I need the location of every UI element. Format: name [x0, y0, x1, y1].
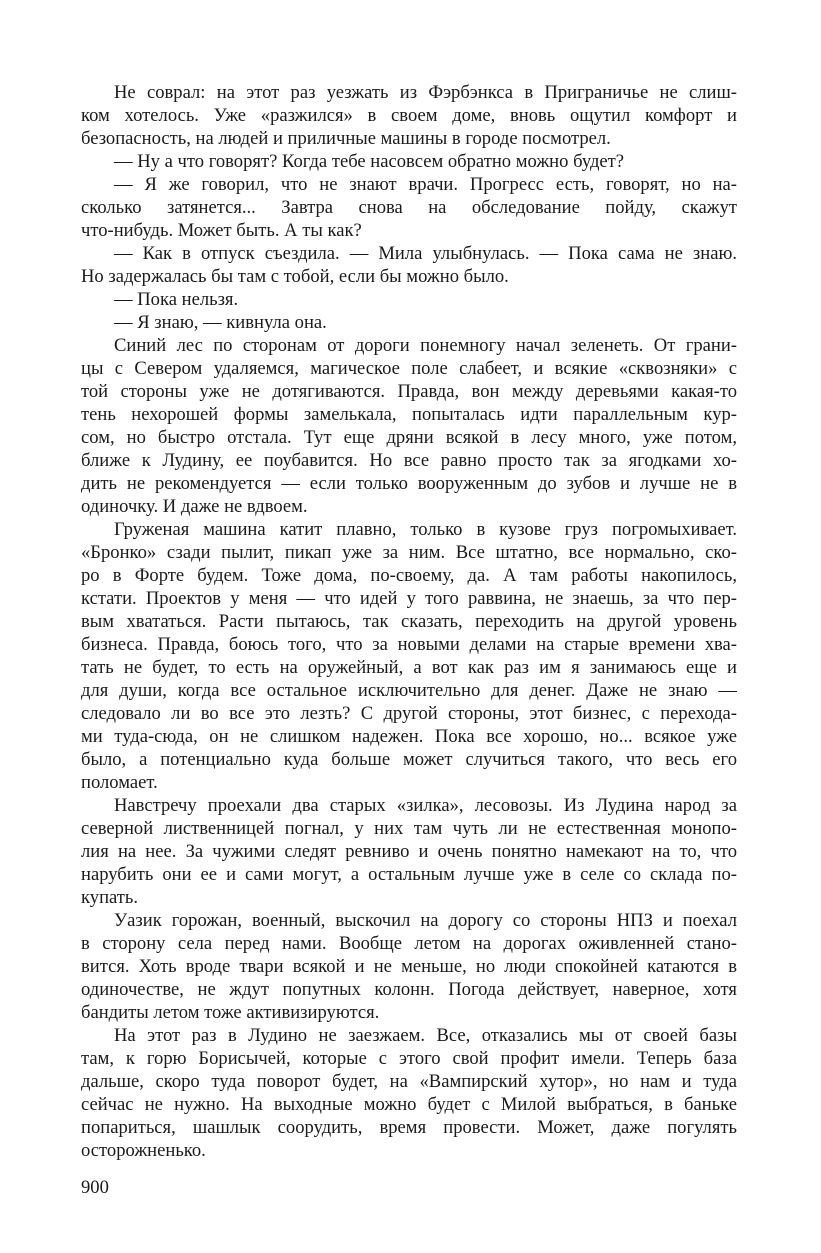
- text-line: одиночестве, не ждут попутных колонн. Погода действует, наверное, хотя: [81, 979, 737, 1000]
- text-line: ком хотелось. Уже «разжился» в своем доме, вновь ощутил комфорт и: [81, 105, 737, 126]
- text-line: осторожненько.: [81, 1140, 206, 1161]
- text-line: сом, но быстро отстала. Тут еще дряни всякой в лесу много, уже потом,: [81, 427, 737, 448]
- text-line: — Я же говорил, что не знают врачи. Прогресс есть, говорят, но на-: [114, 174, 737, 195]
- text-line: той стороны уже не дотягиваются. Правда, вон между деревьями какая-то: [81, 381, 737, 402]
- text-line: — Пока нельзя.: [114, 289, 239, 310]
- text-line: следовало ли во все это лезть? С другой стороны, этот бизнес, с перехода-: [81, 703, 737, 724]
- text-line: безопасность, на людей и приличные машины в городе посмотрел.: [81, 128, 611, 149]
- text-line: — Я знаю, — кивнула она.: [114, 312, 327, 333]
- text-line: бизнеса. Правда, боюсь того, что за новыми делами на старые времени хва-: [81, 634, 737, 655]
- text-line: Не соврал: на этот раз уезжать из Фэрбэнкса в Приграничье не слиш-: [114, 82, 737, 103]
- text-line: сколько затянется... Завтра снова на обследование пойду, скажут: [81, 197, 737, 218]
- text-line: одиночку. И даже не вдвоем.: [81, 496, 308, 517]
- text-line: сейчас не нужно. На выходные можно будет с Милой выбраться, в баньке: [81, 1094, 737, 1115]
- text-line: тать не будет, то есть на оружейный, а вот как раз им я занимаюсь еще и: [81, 657, 737, 678]
- text-line: Уазик горожан, военный, выскочил на дорогу со стороны НПЗ и поехал: [114, 910, 737, 931]
- body-text: [81, 81, 737, 1162]
- text-line: нарубить они ее и сами могут, а остальным лучше уже в селе со склада по-: [81, 864, 737, 885]
- text-line: попариться, шашлык соорудить, время провести. Может, даже погулять: [81, 1117, 737, 1138]
- text-line: тень нехорошей формы замелькала, попыталась идти параллельным кур-: [81, 404, 737, 425]
- text-line: бандиты летом тоже активизируются.: [81, 1002, 380, 1023]
- text-line: «Бронко» сзади пылит, пикап уже за ним. Все штатно, все нормально, ско-: [81, 542, 737, 563]
- text-line: — Ну а что говорят? Когда тебе насовсем обратно можно будет?: [114, 151, 625, 172]
- text-line: поломает.: [81, 772, 158, 793]
- text-line: цы с Севером удаляемся, магическое поле слабеет, и всякие «сквозняки» с: [81, 358, 737, 379]
- text-line: — Как в отпуск съездила. — Мила улыбнулась. — Пока сама не знаю.: [114, 243, 737, 264]
- text-line: Навстречу проехали два старых «зилка», лесовозы. Из Лудина народ за: [114, 795, 737, 816]
- text-line: ро в Форте будем. Тоже дома, по-своему, да. А там работы накопилось,: [81, 565, 737, 586]
- text-line: купать.: [81, 887, 139, 908]
- text-line: ближе к Лудину, ее поубавится. Но все равно просто так за ягодками хо-: [81, 450, 737, 471]
- text-line: дальше, скоро туда поворот будет, на «Вампирский хутор», но нам и туда: [81, 1071, 737, 1092]
- text-line: северной лиственницей погнал, у них там чуть ли не естественная монопо-: [81, 818, 737, 839]
- text-line: Синий лес по сторонам от дороги понемногу начал зеленеть. От грани-: [114, 335, 737, 356]
- text-line: лия на нее. За чужими следят ревниво и очень понятно намекают на то, что: [81, 841, 737, 862]
- text-line: дить не рекомендуется — если только вооруженным до зубов и лучше не в: [81, 473, 737, 494]
- text-line: кстати. Проектов у меня — что идей у того раввина, не знаешь, за что пер-: [81, 588, 737, 609]
- text-line: Груженая машина катит плавно, только в кузове груз погромыхивает.: [114, 519, 737, 540]
- text-line: было, а потенциально куда больше может случиться такого, что весь его: [81, 749, 737, 770]
- text-line: ми туда-сюда, он не слишком надежен. Пока все хорошо, но... всякое уже: [81, 726, 737, 747]
- page-number: 900: [81, 1177, 109, 1198]
- text-line: для души, когда все остальное исключительно для денег. Даже не знаю —: [81, 680, 737, 701]
- text-line: в сторону села перед нами. Вообще летом на дорогах оживленней стано-: [81, 933, 737, 954]
- text-line: вится. Хоть вроде твари всякой и не меньше, но люди спокойней катаются в: [81, 956, 737, 977]
- text-line: Но задержалась бы там с тобой, если бы можно было.: [81, 266, 509, 287]
- text-line: там, к горю Борисычей, которые с этого свой профит имели. Теперь база: [81, 1048, 737, 1069]
- text-line: На этот раз в Лудино не заезжаем. Все, отказались мы от своей базы: [114, 1025, 737, 1046]
- text-line: что-нибудь. Может быть. А ты как?: [81, 220, 362, 241]
- text-line: вым хвататься. Расти пытаюсь, так сказать, переходить на другой уровень: [81, 611, 737, 632]
